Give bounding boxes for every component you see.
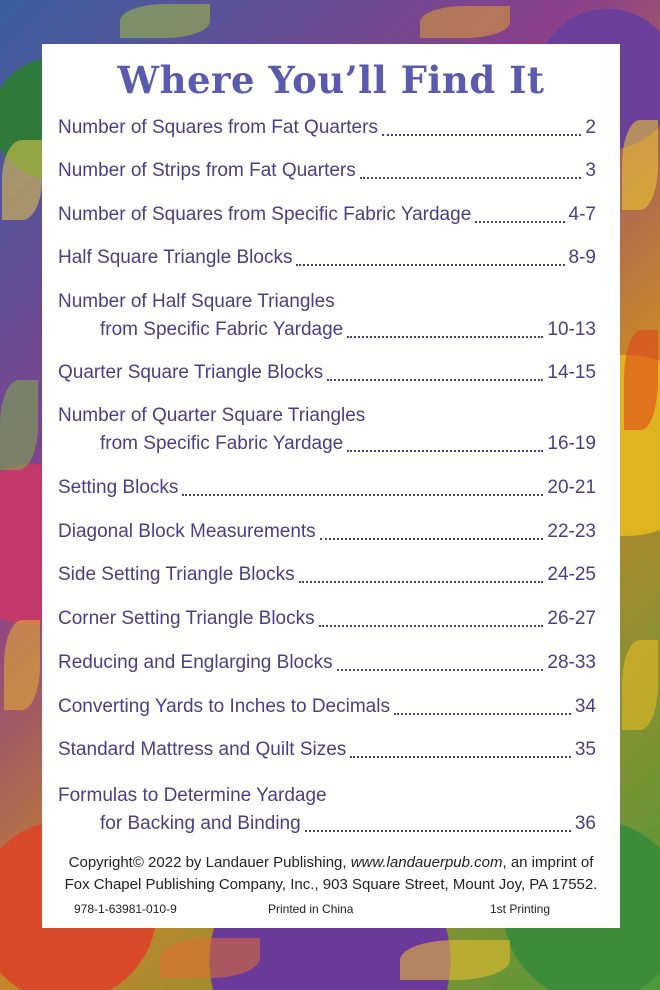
toc-entry-label: Number of Squares from Fat Quarters xyxy=(58,117,378,138)
toc-entry-label-continued: from Specific Fabric Yardage xyxy=(100,433,344,454)
background-leaf xyxy=(622,120,658,210)
toc-entry-label: Number of Half Square Triangles xyxy=(58,291,335,312)
background-leaf xyxy=(4,620,40,710)
toc-entry-page: 3 xyxy=(585,160,596,181)
toc-entry[interactable] xyxy=(58,736,596,764)
toc-entry[interactable] xyxy=(58,201,596,229)
toc-entry-page: 10-13 xyxy=(547,319,596,340)
toc-entry-page: 16-19 xyxy=(547,433,596,454)
copyright-line2: Fox Chapel Publishing Company, Inc., 903 Square Street, Mount Joy, PA 17552. xyxy=(64,876,598,893)
background-leaf xyxy=(420,6,510,38)
dot-leader xyxy=(182,493,543,496)
page-title: Where You’ll Find It xyxy=(117,58,545,102)
toc-entry-page: 28-33 xyxy=(547,652,596,673)
background-leaf xyxy=(624,330,658,430)
toc-entry[interactable] xyxy=(58,605,596,633)
dot-leader xyxy=(305,829,571,832)
toc-entry-label: Reducing and Englarging Blocks xyxy=(58,652,333,673)
toc-entry-label: Half Square Triangle Blocks xyxy=(58,247,293,268)
background-leaf xyxy=(622,640,658,730)
isbn: 978-1-63981-010-9 xyxy=(74,902,177,916)
toc-entry-page: 2 xyxy=(585,117,596,138)
background-leaf xyxy=(0,380,38,470)
toc-entry-label: Quarter Square Triangle Blocks xyxy=(58,362,324,383)
toc-entry-label: Setting Blocks xyxy=(58,477,179,498)
printed-in: Printed in China xyxy=(268,902,354,916)
background-leaf xyxy=(2,140,42,220)
dot-leader xyxy=(475,220,564,223)
copyright-notice xyxy=(42,852,620,896)
toc-entry-page: 20-21 xyxy=(547,477,596,498)
toc-entry-page: 8-9 xyxy=(568,247,596,268)
toc-entry-label: Standard Mattress and Quilt Sizes xyxy=(58,739,347,760)
dot-leader xyxy=(382,133,581,136)
toc-entry-page: 24-25 xyxy=(547,564,596,585)
dot-leader xyxy=(350,755,571,758)
dot-leader xyxy=(394,712,571,715)
toc-entry[interactable] xyxy=(58,693,596,721)
dot-leader xyxy=(347,335,543,338)
printing: 1st Printing xyxy=(490,902,551,916)
copyright-prefix: Copyright© 2022 by Landauer Publishing, xyxy=(68,854,351,871)
contents-card xyxy=(42,44,620,928)
toc-entry-page: 26-27 xyxy=(547,608,596,629)
dot-leader xyxy=(337,668,544,671)
toc-entry[interactable] xyxy=(58,157,596,185)
dot-leader xyxy=(327,378,543,381)
toc-entry-label: Number of Squares from Specific Fabric Yardage xyxy=(58,204,472,225)
toc-entry[interactable] xyxy=(58,782,596,838)
background-leaf xyxy=(120,4,210,38)
dot-leader xyxy=(347,449,543,452)
toc-entry-label: Number of Strips from Fat Quarters xyxy=(58,160,356,181)
dot-leader xyxy=(360,176,582,179)
toc-entry-label-continued: for Backing and Binding xyxy=(100,813,301,834)
toc-entry[interactable] xyxy=(58,359,596,387)
toc-entry-page: 22-23 xyxy=(547,521,596,542)
toc-entry-label-continued: from Specific Fabric Yardage xyxy=(100,319,344,340)
copyright-suffix: , an imprint of xyxy=(502,854,594,871)
dot-leader xyxy=(299,580,544,583)
publisher-url[interactable]: www.landauerpub.com xyxy=(350,854,503,871)
dot-leader xyxy=(319,624,544,627)
background-leaf xyxy=(160,938,260,978)
toc-entry-page: 34 xyxy=(574,696,596,717)
toc-entry[interactable] xyxy=(58,518,596,546)
toc-entry[interactable] xyxy=(58,561,596,589)
toc-entry-page: 35 xyxy=(574,739,596,760)
toc-entry-label: Corner Setting Triangle Blocks xyxy=(58,608,315,629)
toc-entry-label: Diagonal Block Measurements xyxy=(58,521,316,542)
background-leaf xyxy=(400,940,510,980)
toc-entry-label: Side Setting Triangle Blocks xyxy=(58,564,295,585)
toc-entry[interactable] xyxy=(58,474,596,502)
toc-entry-page: 4-7 xyxy=(568,204,596,225)
toc-entry[interactable] xyxy=(58,402,596,458)
toc-entry[interactable] xyxy=(58,649,596,677)
toc-entry[interactable] xyxy=(58,288,596,344)
toc-entry[interactable] xyxy=(58,244,596,272)
toc-entry-page: 36 xyxy=(574,813,596,834)
toc-entry-label: Converting Yards to Inches to Decimals xyxy=(58,696,390,717)
dot-leader xyxy=(320,537,544,540)
toc-entry-label: Number of Quarter Square Triangles xyxy=(58,405,366,426)
toc-entry-label: Formulas to Determine Yardage xyxy=(58,785,327,806)
dot-leader xyxy=(296,263,564,266)
toc-entry[interactable] xyxy=(58,114,596,142)
toc-entry-page: 14-15 xyxy=(547,362,596,383)
